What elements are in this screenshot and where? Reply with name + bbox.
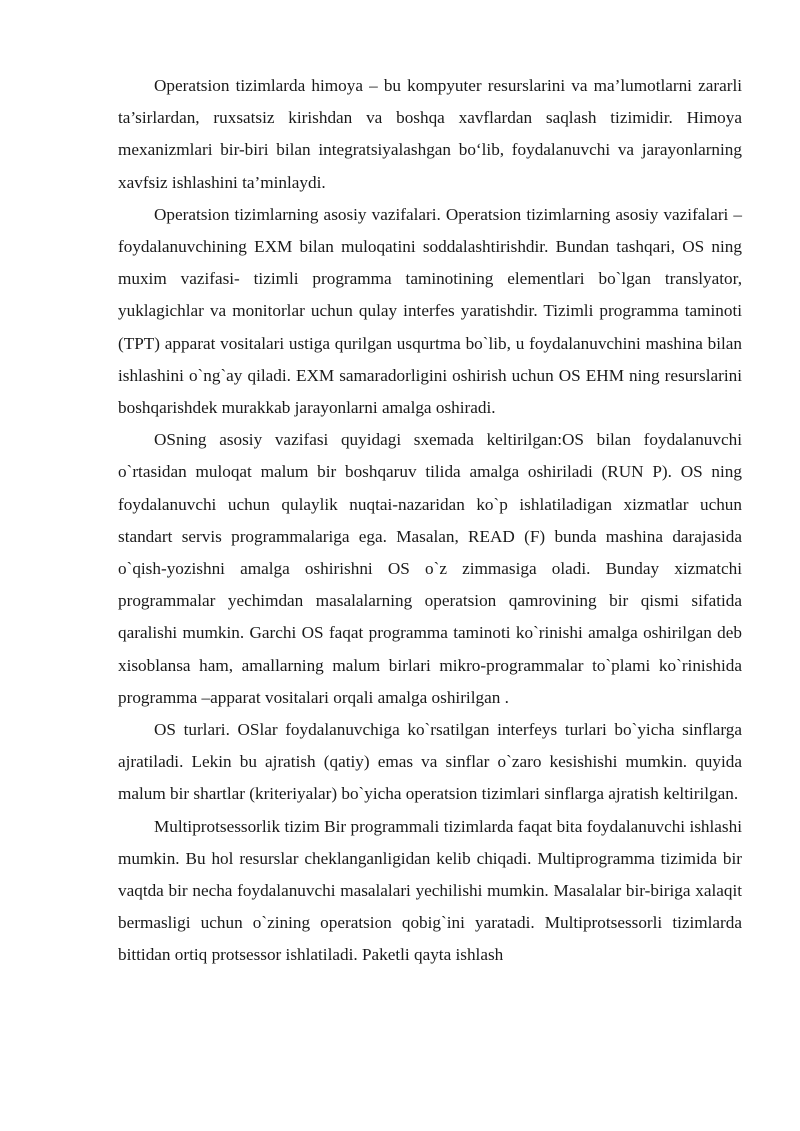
paragraph-protection: Operatsion tizimlarda himoya – bu kompyuter resurslarini va ma’lumotlarni zararli ta’sirlardan, ruxsatsiz kirishdan va boshqa xavflardan saqlash tizimidir. Himoya mexanizmlari bir-biri bilan integratsiyalashgan bo‘lib, foydalanuvchi va jarayonlarning xavfsiz ishlashini ta’minlaydi.: [118, 76, 742, 192]
document-page: [118, 70, 742, 972]
paragraph-multiprocessor: Multiprotsessorlik tizim Bir programmali tizimlarda faqat bita foydalanuvchi ishlashi mumkin. Bu hol resurslar cheklanganligidan kelib chiqadi. Multiprogramma tizimida bir vaqtda bir necha foydalanuvchi masalalari yechilishi mumkin. Masalalar bir-biriga xalaqit bermasligi uchun o`zining operatsion qobig`ini yaratadi. Multiprotsessorli tizimlarda bittidan ortiq protsessor ishlatiladi. Paketli qayta ishlash: [118, 816, 742, 965]
paragraph-os-main-tasks: Operatsion tizimlarning asosiy vazifalari. Operatsion tizimlarning asosiy vazifalari – foydalanuvchining EXM bilan muloqatini soddalashtirishdir. Bundan tashqari, OS ning muxim vazifasi- tizimli programma taminotining elementlari bo`lgan translyator, yuklagichlar va monitorlar uchun qulay interfes yaratishdir. Tizimli programma taminoti (TPT) apparat vositalari ustiga qurilgan usqurtma bo`lib, u foydalanuvchini mashina bilan ishlashini o`ng`ay qiladi. EXM samaradorligini oshirish uchun OS EHM ning resurslarini boshqarishdek murakkab jarayonlarni amalga oshiradi.: [118, 204, 742, 418]
paragraph-os-types: OS turlari. OSlar foydalanuvchiga ko`rsatilgan interfeys turlari bo`yicha sinflarga ajratiladi. Lekin bu ajratish (qatiy) emas va sinflar o`zaro kesishishi mumkin. quyida malum bir shartlar (kriteriyalar) bo`yicha operatsion tizimlari sinflarga ajratish keltirilgan.: [118, 720, 742, 804]
paragraph-os-main-function: OSning asosiy vazifasi quyidagi sxemada keltirilgan:OS bilan foydalanuvchi o`rtasidan muloqat malum bir boshqaruv tilida amalga oshiriladi (RUN P). OS ning foydalanuvchi uchun qulaylik nuqtai-nazaridan ko`p ishlatiladigan xizmatlar uchun standart servis programmalariga ega. Masalan, READ (F) bunda mashina darajasida o`qish-yozishni amalga oshirishni OS o`z zimmasiga oladi. Bunday xizmatchi programmalar yechimdan masalalarning operatsion qamrovining bir qismi sifatida qaralishi mumkin. Garchi OS faqat programma taminoti ko`rinishi amalga oshirilgan deb xisoblansa ham, amallarning malum birlari mikro-programmalar to`plami ko`rinishida programma –apparat vositalari orqali amalga oshirilgan .: [118, 430, 742, 707]
